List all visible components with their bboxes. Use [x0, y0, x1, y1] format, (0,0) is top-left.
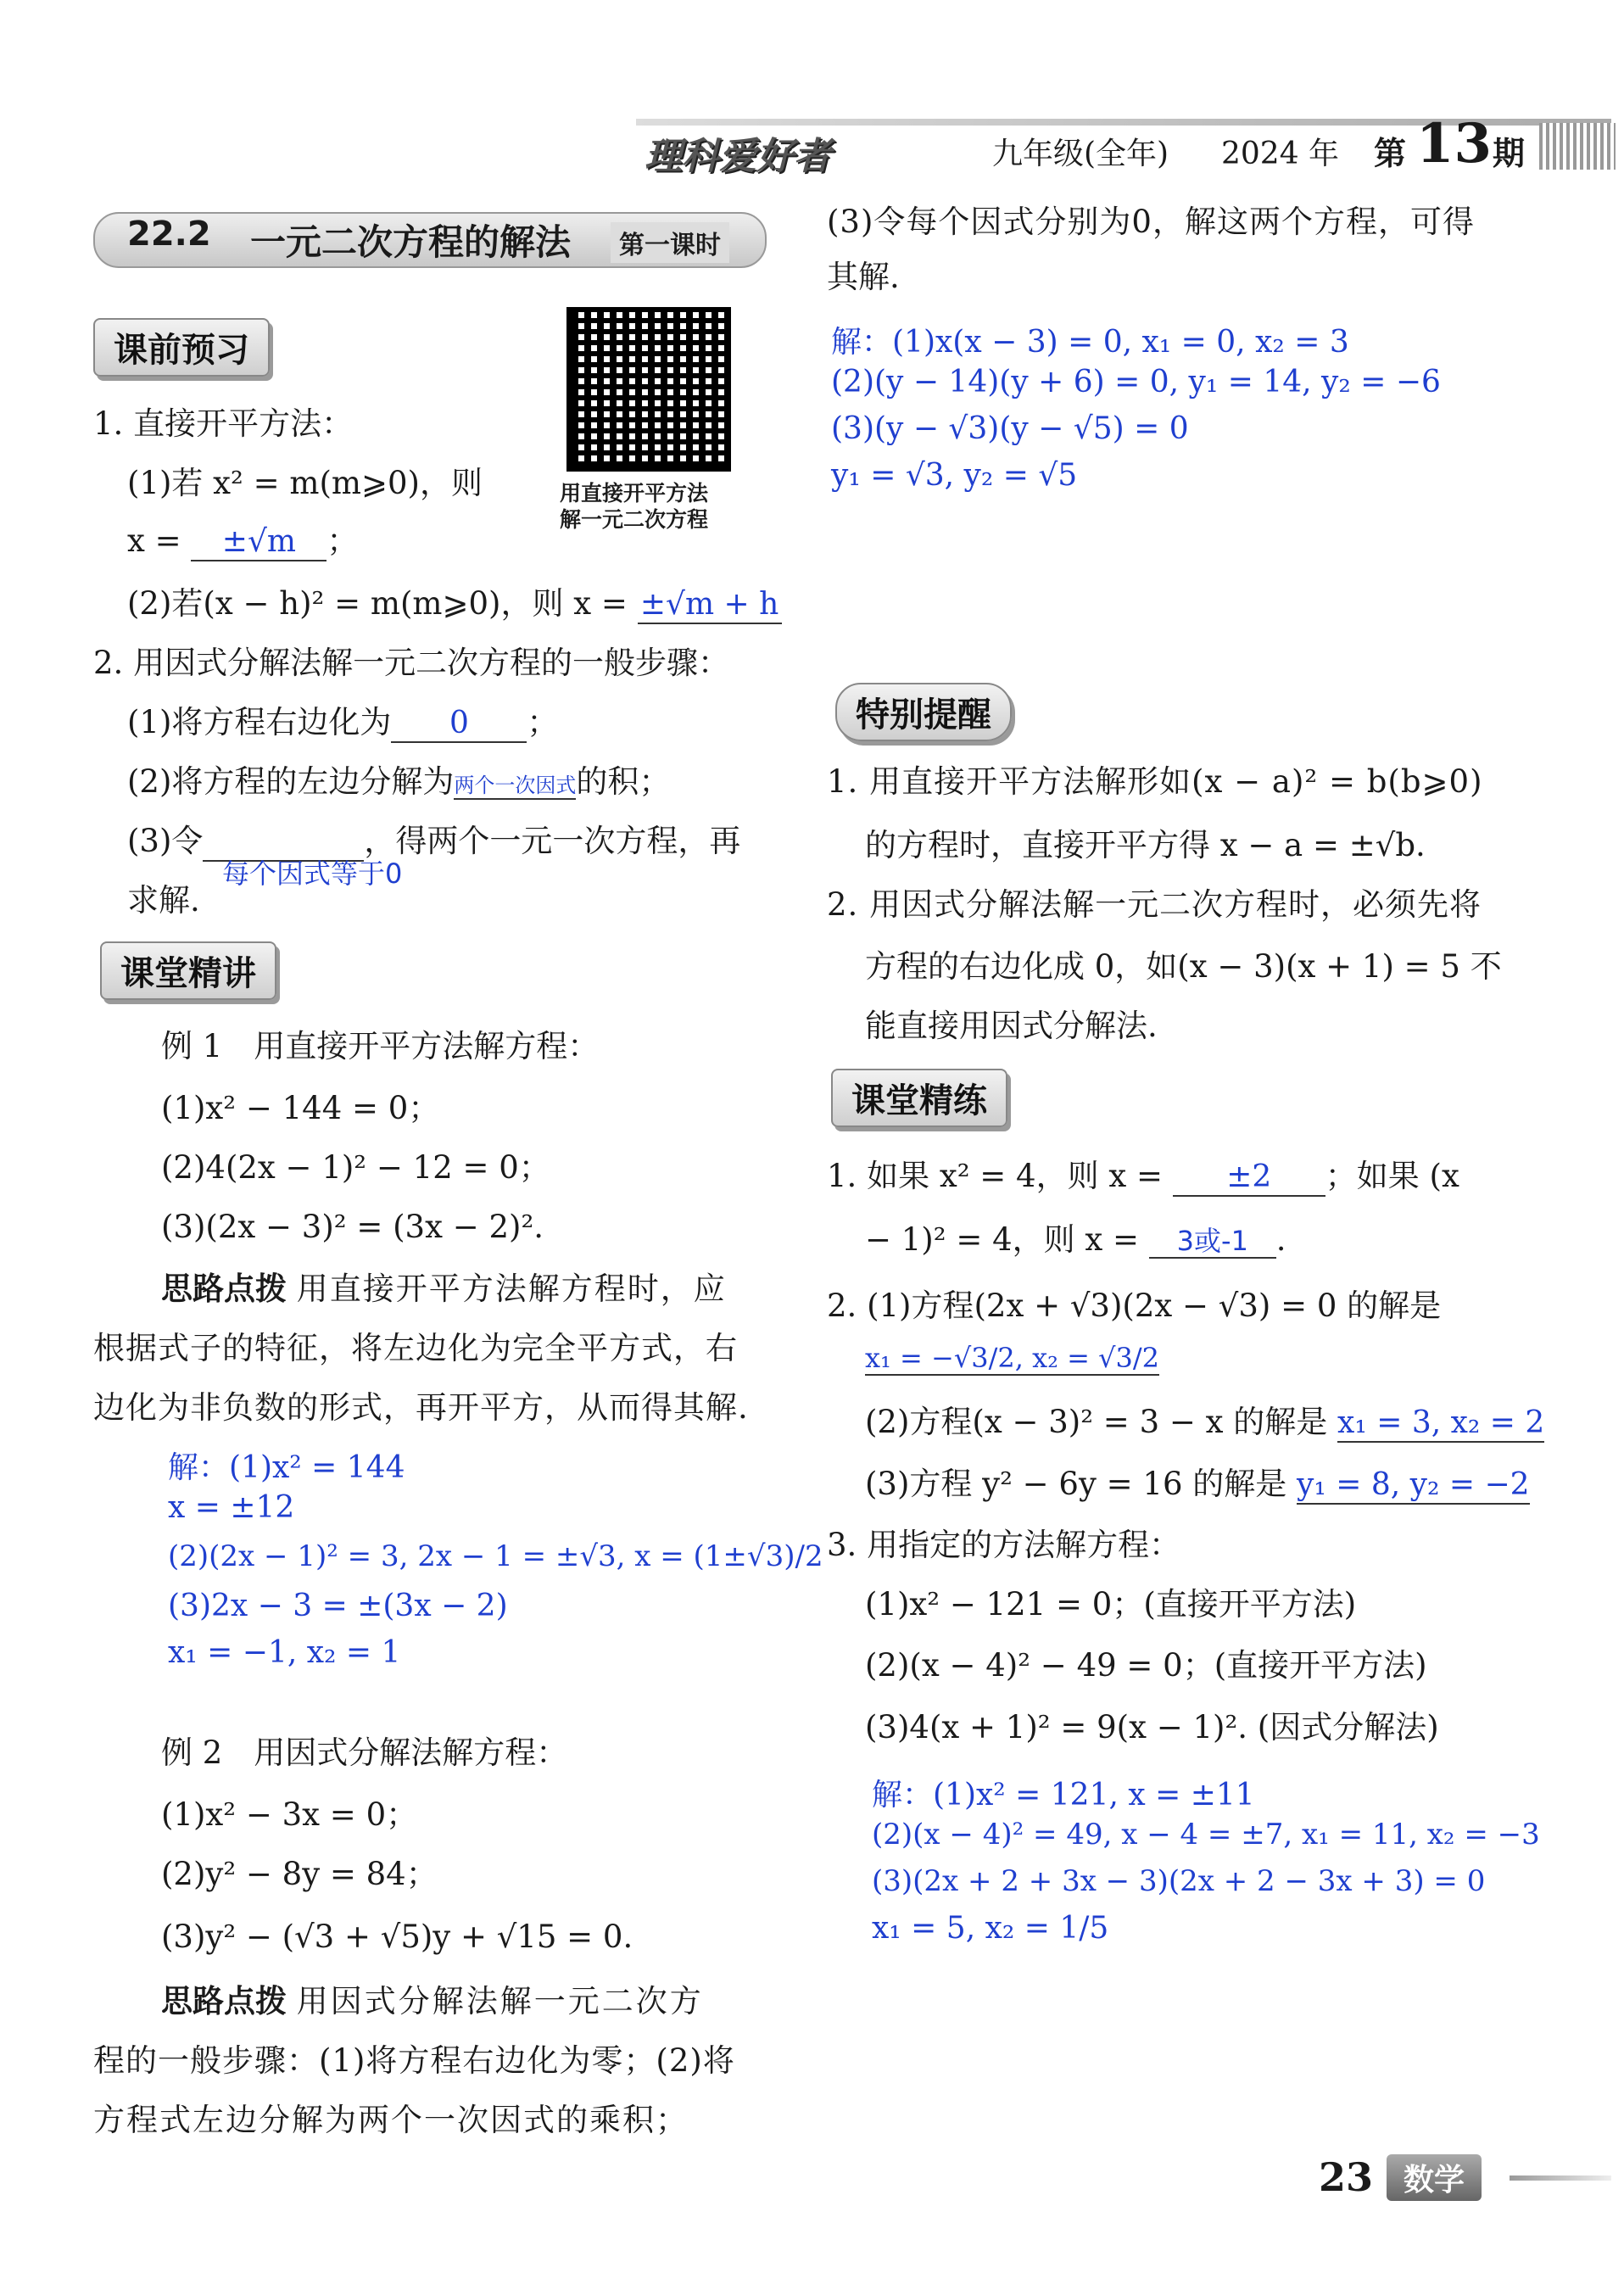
example2-item-3: (3)y² − (√3 + √5)y + √15 = 0. [161, 1919, 633, 1955]
example1-title: 例 1 用直接开平方法解方程： [161, 1028, 600, 1064]
example2-item-1: (1)x² − 3x = 0； [161, 1796, 418, 1833]
example2-solution-1: 解：(1)x(x − 3) = 0, x₁ = 0, x₂ = 3 [831, 325, 1349, 360]
example1-item-2: (2)4(2x − 1)² − 12 = 0； [161, 1149, 550, 1186]
preview-q2-1 [127, 704, 558, 743]
practice-q3-item1: (1)x² − 121 = 0；(直接开平方法) [865, 1586, 1357, 1623]
example1-hint-line1: 用直接开平方法解方程时，应 [296, 1271, 727, 1307]
practice-q2-1-answer: x₁ = −√3/2, x₂ = √3/2 [865, 1342, 1159, 1374]
issue-number: 13 [1416, 112, 1493, 176]
example2-hint-label: 思路点拨 [161, 1983, 287, 2019]
practice-q2-2-label: (2)方程(x − 3)² = 3 − x 的解是 [865, 1404, 1328, 1440]
preview-q1-2 [127, 585, 782, 624]
practice-q3-item2: (2)(x − 4)² − 49 = 0；(直接开平方法) [865, 1647, 1427, 1684]
preview-q2-2 [127, 763, 670, 801]
practice-q1-end: . [1275, 1221, 1286, 1258]
right-top-line1: (3)令每个因式分别为0，解这两个方程，可得 [827, 204, 1475, 240]
qr-caption-line1: 用直接开平方法 [560, 481, 709, 505]
preview-q1-1b [127, 522, 358, 561]
practice-q3-item3: (3)4(x + 1)² = 9(x − 1)². (因式分解法) [865, 1709, 1439, 1745]
q2-3-label: (3)令 [127, 823, 204, 859]
brand-logo: 理科爱好者 [645, 135, 831, 178]
qr-caption-line2: 解一元二次方程 [560, 507, 709, 532]
q2-1-label: (1)将方程右边化为 [127, 704, 392, 740]
q2-1-end: ； [527, 704, 559, 740]
example2-hint-line1: 用因式分解法解一元二次方 [296, 1983, 704, 2019]
q2-1-answer: 0 [391, 705, 527, 743]
reminder-line2: 的方程时，直接开平方得 x − a = ±√b. [865, 827, 1426, 863]
reminder-line4: 方程的右边化成 0，如(x − 3)(x + 1) = 5 不 [865, 948, 1502, 985]
reminder-line5: 能直接用因式分解法. [865, 1008, 1158, 1044]
example2-title: 例 2 用因式分解法解方程： [161, 1734, 568, 1771]
practice-q2-3 [865, 1466, 1530, 1505]
q2-3-mid: ，得两个一元一次方程，再 [364, 823, 741, 859]
preview-q2-3-end: 求解. [127, 882, 200, 919]
example2-hint-line2: 程的一般步骤：(1)将方程右边化为零；(2)将 [93, 2042, 735, 2079]
example1-hint-label: 思路点拨 [161, 1271, 287, 1307]
badge-practice: 课堂精练 [831, 1069, 1007, 1127]
header-stripes [1539, 123, 1616, 170]
practice-q1-line1 [827, 1158, 1459, 1197]
example1-hint-line2: 根据式子的特征，将左边化为完全平方式，右 [93, 1330, 738, 1366]
footer-line [1510, 2176, 1611, 2181]
practice-solution-3: (3)(2x + 2 + 3x − 3)(2x + 2 − 3x + 3) = 0 [872, 1864, 1486, 1898]
badge-preview: 课前预习 [93, 318, 270, 377]
practice-q2-3-label: (3)方程 y² − 6y = 16 的解是 [865, 1466, 1287, 1502]
reminder-line3: 2. 用因式分解法解一元二次方程时，必须先将 [827, 886, 1482, 923]
issue-suffix: 期 [1493, 134, 1526, 172]
badge-reminder: 特别提醒 [835, 683, 1012, 741]
section-tag: 第一课时 [611, 222, 729, 263]
example1-solution-1: 解：(1)x² = 144 [168, 1450, 405, 1485]
practice-solution-2: (2)(x − 4)² = 49, x − 4 = ±7, x₁ = 11, x₂ = −3 [872, 1818, 1540, 1852]
section-number: 22.2 [127, 215, 211, 254]
right-top-line2: 其解. [827, 259, 900, 295]
q2-3-answer: 每个因式等于0 [222, 857, 403, 890]
practice-q2-1: 2. (1)方程(2x + √3)(2x − √3) = 0 的解是 [827, 1287, 1442, 1324]
practice-q1-c: − 1)² = 4，则 x = [865, 1221, 1140, 1258]
practice-q1-b: ；如果 (x [1325, 1158, 1459, 1194]
example2-solution-2: (2)(y − 14)(y + 6) = 0, y₁ = 14, y₂ = −6 [831, 365, 1441, 399]
grade-label: 九年级(全年) [992, 137, 1169, 171]
example1-solution-3: (2)(2x − 1)² = 3, 2x − 1 = ±√3, x = (1±√3)/2 [168, 1539, 823, 1573]
example1-solution-5: x₁ = −1, x₂ = 1 [168, 1635, 401, 1670]
subject-tag: 数学 [1387, 2154, 1482, 2201]
practice-q1-a: 1. 如果 x² = 4，则 x = [827, 1158, 1163, 1194]
q1-2-answer: ±√m + h [638, 586, 782, 624]
section-title: 一元二次方程的解法 [250, 221, 572, 263]
example2-item-2: (2)y² − 8y = 84； [161, 1856, 438, 1892]
q1-1b-label: x = [127, 522, 181, 559]
example1-item-3: (3)(2x − 3)² = (3x − 2)². [161, 1209, 544, 1245]
practice-solution-4: x₁ = 5, x₂ = 1/5 [872, 1911, 1109, 1946]
q1-2-label: (2)若(x − h)² = m(m⩾0)，则 x = [127, 585, 628, 622]
practice-solution-1: 解：(1)x² = 121, x = ±11 [872, 1778, 1255, 1812]
example2-solution-4: y₁ = √3, y₂ = √5 [831, 458, 1078, 493]
preview-q1-1: (1)若 x² = m(m⩾0)，则 [127, 465, 483, 501]
q1-1-answer: ±√m [191, 523, 326, 561]
example1-solution-4: (3)2x − 3 = ±(3x − 2) [168, 1589, 508, 1623]
practice-q2-2-answer: x₁ = 3, x₂ = 2 [1337, 1405, 1544, 1443]
practice-q3: 3. 用指定的方法解方程： [827, 1527, 1181, 1563]
practice-q2-2 [865, 1404, 1544, 1443]
q1-1-end: ； [326, 522, 359, 559]
issue-prefix: 第 [1374, 134, 1407, 172]
preview-q1: 1. 直接开平方法： [93, 405, 354, 442]
practice-q2-3-answer: y₁ = 8, y₂ = −2 [1297, 1466, 1530, 1505]
practice-q1-line2 [865, 1221, 1286, 1259]
example2-solution-3: (3)(y − √3)(y − √5) = 0 [831, 411, 1189, 446]
year-label: 2024 年 [1221, 137, 1340, 171]
q2-2-end: 的积； [576, 763, 671, 800]
q2-2-answer: 两个一次因式 [454, 774, 576, 800]
page-number: 23 [1319, 2154, 1374, 2200]
practice-q1-answer2: 3或-1 [1149, 1225, 1276, 1259]
preview-q2-3 [127, 823, 740, 862]
badge-lecture: 课堂精讲 [100, 941, 276, 1000]
example1-hint [161, 1271, 727, 1308]
example1-hint-line3: 边化为非负数的形式，再开平方，从而得其解. [93, 1389, 749, 1426]
q2-2-label: (2)将方程的左边分解为 [127, 763, 455, 800]
example1-item-1: (1)x² − 144 = 0； [161, 1090, 440, 1126]
example2-hint-line3: 方程式左边分解为两个一次因式的乘积； [93, 2102, 689, 2138]
example2-hint [161, 1983, 704, 2020]
practice-q1-answer1: ±2 [1173, 1159, 1325, 1197]
preview-q2: 2. 用因式分解法解一元二次方程的一般步骤： [93, 645, 730, 681]
reminder-line1: 1. 用直接开平方法解形如(x − a)² = b(b⩾0) [827, 763, 1483, 800]
example1-solution-2: x = ±12 [168, 1490, 295, 1525]
qr-code [566, 307, 731, 472]
